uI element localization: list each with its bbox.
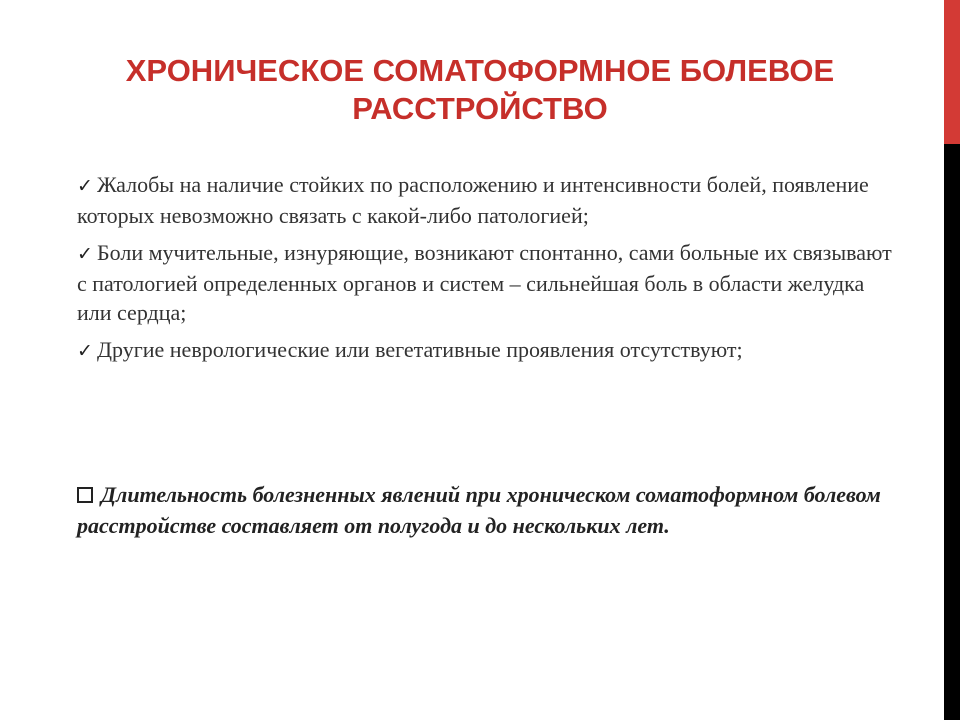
accent-bar-red — [944, 0, 960, 144]
checkmark-icon: ✓ — [77, 175, 93, 197]
accent-bar-black — [944, 144, 960, 720]
bullet-item — [77, 170, 897, 230]
title-line-2: РАССТРОЙСТВО — [352, 91, 608, 126]
bullet-text: Другие неврологические или вегетативные проявления отсутствуют; — [97, 337, 743, 362]
square-bullet-icon — [77, 487, 93, 503]
bullet-item — [77, 238, 897, 327]
note-text: Длительность болезненных явлений при хроническом соматоформном болевом расстройстве составляет от полугода и до нескольких лет. — [77, 482, 881, 538]
checkmark-icon: ✓ — [77, 340, 93, 362]
bullet-text: Жалобы на наличие стойких по расположению и интенсивности болей, появление которых невозможно связать с какой-либо патологией; — [77, 172, 869, 228]
bullet-text: Боли мучительные, изнуряющие, возникают спонтанно, сами больные их связывают с патологией определенных органов и систем – сильнейшая боль в области желудка или сердца; — [77, 240, 892, 325]
title-line-1: ХРОНИЧЕСКОЕ СОМАТОФОРМНОЕ БОЛЕВОЕ — [125, 53, 835, 88]
slide-title — [40, 52, 920, 128]
duration-note — [77, 479, 897, 541]
bullet-list — [77, 170, 897, 374]
bullet-item — [77, 335, 897, 366]
checkmark-icon: ✓ — [77, 243, 93, 265]
